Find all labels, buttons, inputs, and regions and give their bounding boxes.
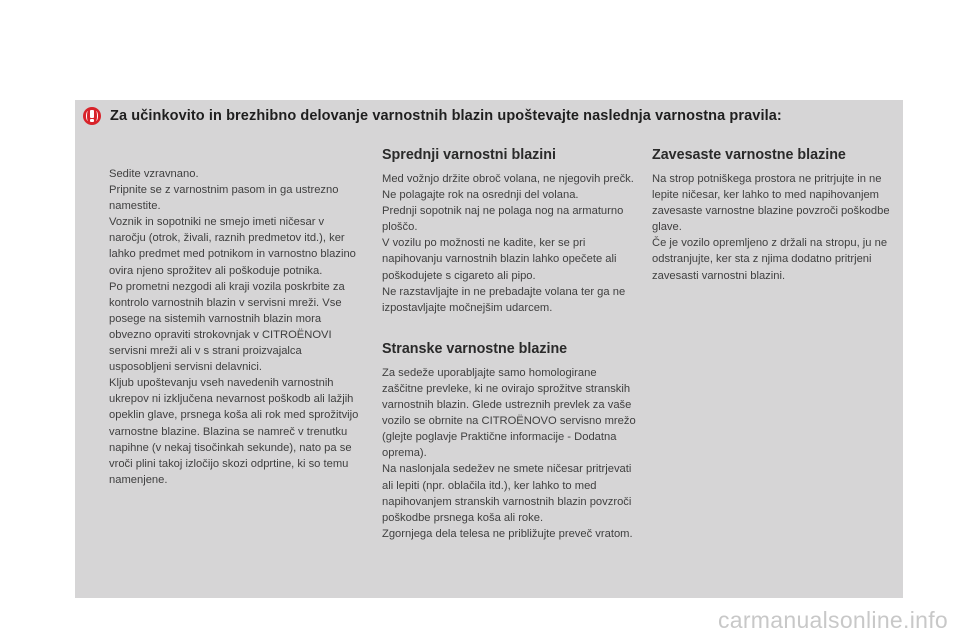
- general-rule-paragraph: Po prometni nezgodi ali kraji vozila poskrbite za kontrolo varnostnih blazin v servisni mreži. Vse posege na sistemih varnostnih blazin mora obvezno opraviti strokovnjak v CITROËNOVI servisni mreži ali v s strani proizvajalca usposobljeni servisni delavnici.: [109, 280, 345, 374]
- curtain-airbags-column: [652, 145, 897, 284]
- side-airbags-heading: Stranske varnostne blazine: [382, 340, 568, 357]
- general-rule-paragraph: Pripnite se z varnostnim pasom in ga ustrezno namestite.: [109, 184, 339, 213]
- warning-title: Za učinkovito in brezhibno delovanje varnostnih blazin upoštevajte naslednja varnostna pravila:: [110, 108, 782, 124]
- front-airbags-paragraph: Prednji sopotnik naj ne polaga nog na armaturno ploščo.: [382, 205, 624, 234]
- curtain-airbags-paragraph: Če je vozilo opremljeno z držali na stropu, ju ne odstranjujte, ker sta z njima dodatno pritrjeni zavesasti varnostni blazini.: [652, 237, 888, 282]
- front-airbags-paragraph: Med vožnjo držite obroč volana, ne njegovih prečk. Ne polagajte rok na osrednji del volana.: [382, 173, 634, 202]
- middle-column: [382, 145, 636, 542]
- side-airbags-paragraph: Na naslonjala sedežev ne smete ničesar pritrjevati ali lepiti (npr. oblačila itd.), ker lahko to med napihovanjem stranskih varnostnih blazin povzroči poškodbe prsnega koša ali roke.: [382, 463, 632, 524]
- warning-icon: [83, 107, 101, 125]
- curtain-airbags-heading: Zavesaste varnostne blazine: [652, 147, 846, 163]
- warning-header: [83, 104, 782, 128]
- section-spacer: [382, 316, 636, 339]
- front-airbags-paragraph: Ne razstavljajte in ne prebadajte volana ter ga ne izpostavljajte močnejšim udarcem.: [382, 285, 626, 314]
- exclamation-mark: [90, 110, 94, 122]
- general-rule-paragraph: Kljub upoštevanju vseh navedenih varnostnih ukrepov ni izključena nevarnost poškodb ali lažjih opeklin glave, prsnega koša ali rok med sprožitvijo varnostne blazine. Blazina se namreč v trenutku napihne (v nekaj tisočinkah sekunde), nato pa se vroči plini takoj izločijo skozi odprtine, ki so temu namenjene.: [109, 377, 359, 486]
- general-rules-column: [109, 166, 361, 488]
- side-airbags-paragraph: Zgornjega dela telesa ne približujte preveč vratom.: [382, 527, 633, 540]
- curtain-airbags-paragraph: Na strop potniškega prostora ne pritrjujte in ne lepite ničesar, ker lahko to med napihovanjem zavesaste varnostne blazine povzroči poškodbe glave.: [652, 173, 890, 234]
- site-watermark: carmanualsonline.info: [717, 607, 948, 633]
- general-rule-paragraph: Sedite vzravnano.: [109, 168, 199, 180]
- front-airbags-paragraph: V vozilu po možnosti ne kadite, ker se pri napihovanju varnostnih blazin lahko opečete ali poškodujete s cigareto ali pipo.: [382, 237, 617, 282]
- side-airbags-paragraph: Za sedeže uporabljajte samo homologirane zaščitne prevleke, ki ne ovirajo sprožitve stranskih varnostnih blazin. Glede ustreznih prevlek za vaše vozilo se obrnite na CITROËNOVO servisno mrežo (glejte poglavje Praktične informacije - Dodatna oprema).: [382, 366, 636, 460]
- general-rule-paragraph: Voznik in sopotniki ne smejo imeti ničesar v naročju (otrok, živali, raznih predmetov itd.), ker lahko predmet med potnikom in varnostno blazino ovira njeno sprožitev ali poškoduje potnika.: [109, 216, 356, 277]
- front-airbags-heading: Sprednji varnostni blazini: [382, 147, 556, 163]
